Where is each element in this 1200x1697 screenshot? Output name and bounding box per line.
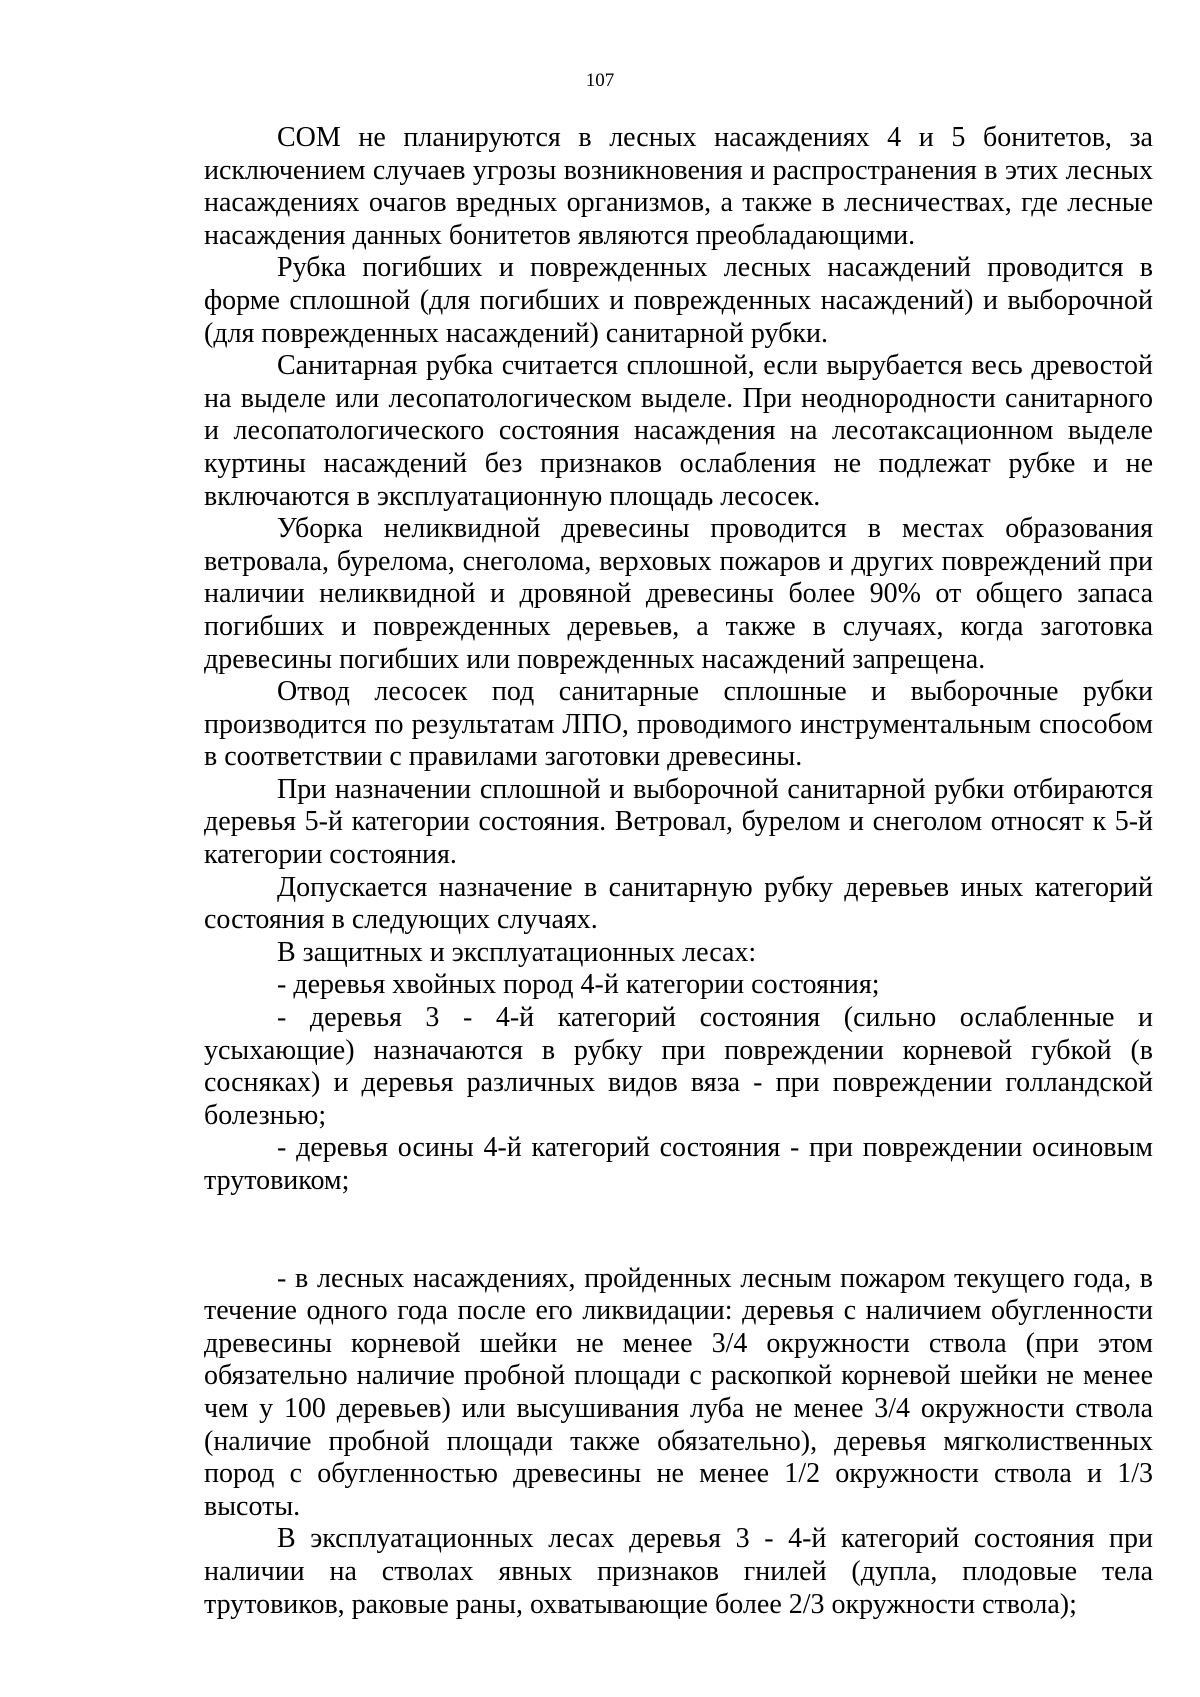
paragraph: СОМ не планируются в лесных насаждениях 4 и 5 бонитетов, за исключением случаев угрозы возникновения и распространения в этих лесных насаждениях очагов вредных организмов, а также в лесничествах, где лесные насаждения данных бонитетов являются преобладающими. bbox=[204, 122, 1153, 251]
paragraph: Допускается назначение в санитарную рубку деревьев иных категорий состояния в следующих случаях. bbox=[204, 871, 1153, 936]
list-item: - деревья хвойных пород 4-й категории состояния; bbox=[277, 969, 880, 1001]
paragraph: Рубка погибших и поврежденных лесных насаждений проводится в форме сплошной (для погибших и поврежденных насаждений) и выборочной (для поврежденных насаждений) санитарной рубки. bbox=[204, 252, 1153, 349]
list-item: - в лесных насаждениях, пройденных лесным пожаром текущего года, в течение одного года после его ликвидации: деревья с наличием обугленности древесины корневой шейки не менее 3/4 окружности ствола (при этом обязательно наличие пробной площади с раскопкой корневой шейки не менее чем у 100 деревьев) или высушивания луба не менее 3/4 окружности ствола (наличие пробной площади также обязательно), деревья мягколиственных пород с обугленностью древесины не менее 1/2 окружности ствола и 1/3 высоты. bbox=[204, 1262, 1153, 1522]
paragraph: Санитарная рубка считается сплошной, если вырубается весь древостой на выделе или лесопатологическом выделе. При неоднородности санитарного и лесопатологического состояния насаждения на лесотаксационном выделе куртины насаждений без признаков ослабления не подлежат рубке и не включаются в эксплуатационную площадь лесосек. bbox=[204, 350, 1153, 512]
paragraph: В эксплуатационных лесах деревья 3 - 4-й категорий состояния при наличии на стволах явных признаков гнилей (дупла, плодовые тела трутовиков, раковые раны, охватывающие более 2/3 окружности ствола); bbox=[204, 1523, 1153, 1620]
paragraph: Уборка неликвидной древесины проводится в местах образования ветровала, бурелома, снеголома, верховых пожаров и других повреждений при наличии неликвидной и дровяной древесины более 90% от общего запаса погибших и поврежденных деревьев, а также в случаях, когда заготовка древесины погибших или поврежденных насаждений запрещена. bbox=[204, 513, 1153, 675]
list-item: - деревья осины 4-й категорий состояния - при повреждении осиновым трутовиком; bbox=[204, 1132, 1153, 1196]
document-body bbox=[204, 122, 1153, 1621]
page-number: 107 bbox=[585, 70, 615, 91]
paragraph: В защитных и эксплуатационных лесах: bbox=[277, 936, 757, 968]
paragraph: Отвод лесосек под санитарные сплошные и выборочные рубки производится по результатам ЛПО, проводимого инструментальным способом в соответствии с правилами заготовки древесины. bbox=[204, 676, 1153, 773]
paragraph: При назначении сплошной и выборочной санитарной рубки отбираются деревья 5-й категории состояния. Ветровал, бурелом и снеголом относят к 5-й категории состояния. bbox=[204, 773, 1153, 871]
list-item: - деревья 3 - 4-й категорий состояния (сильно ослабленные и усыхающие) назначаются в рубку при повреждении корневой губкой (в сосняках) и деревья различных видов вяза - при повреждении голландской болезнью; bbox=[204, 1002, 1153, 1131]
